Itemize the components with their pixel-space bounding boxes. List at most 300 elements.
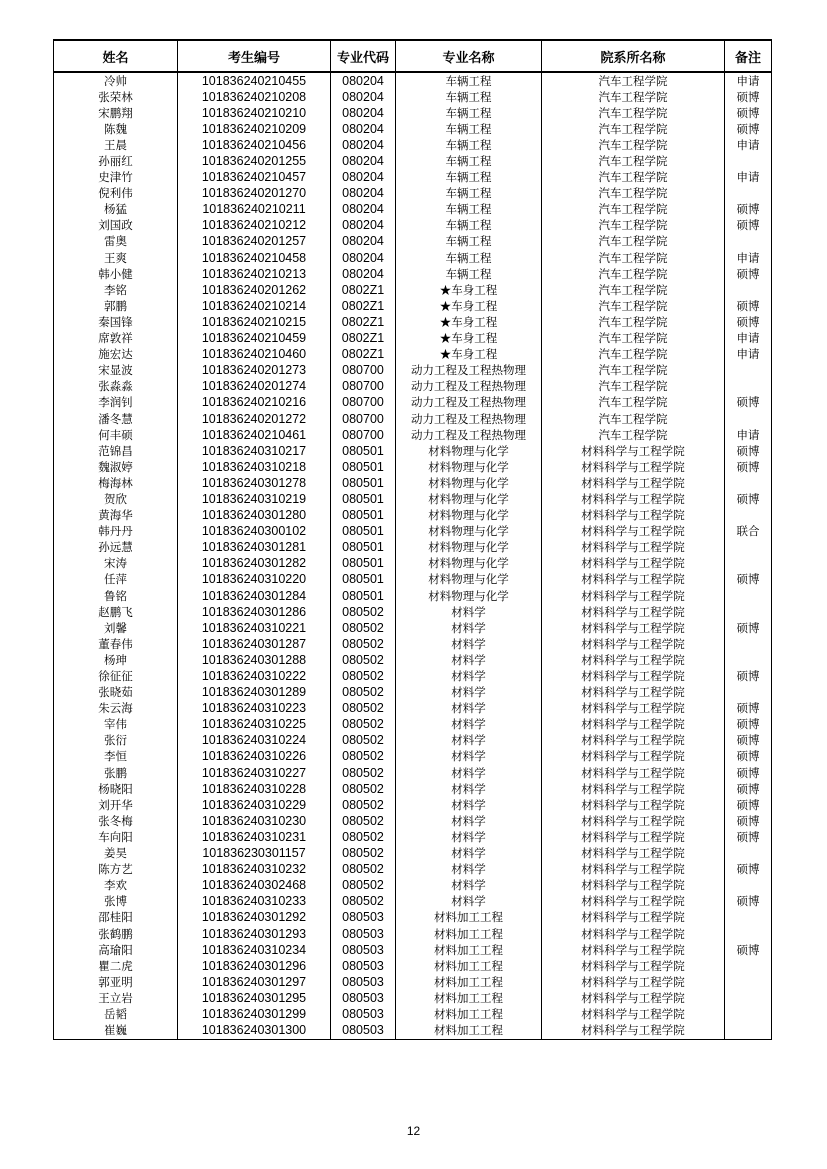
cell-name: 张荣林 [54, 89, 178, 105]
cell-candidate-id: 101836240210457 [178, 170, 331, 186]
cell-department: 汽车工程学院 [542, 395, 725, 411]
cell-major-name: 材料学 [396, 652, 542, 668]
cell-remark [725, 186, 772, 202]
cell-name: 朱云海 [54, 701, 178, 717]
cell-department: 汽车工程学院 [542, 282, 725, 298]
cell-candidate-id: 101836240310234 [178, 942, 331, 958]
cell-candidate-id: 101836240310219 [178, 491, 331, 507]
cell-major-code: 080503 [331, 1023, 396, 1040]
cell-candidate-id: 101836240301287 [178, 636, 331, 652]
cell-name: 李欢 [54, 878, 178, 894]
cell-candidate-id: 101836240301280 [178, 508, 331, 524]
table-row [54, 572, 772, 588]
cell-major-name: ★车身工程 [396, 331, 542, 347]
cell-name: 孙远慧 [54, 540, 178, 556]
cell-candidate-id: 101836240300102 [178, 524, 331, 540]
cell-major-code: 080503 [331, 910, 396, 926]
cell-department: 汽车工程学院 [542, 363, 725, 379]
cell-major-code: 080204 [331, 105, 396, 121]
cell-candidate-id: 101836240210459 [178, 331, 331, 347]
cell-major-name: ★车身工程 [396, 314, 542, 330]
cell-name: 席敦祥 [54, 331, 178, 347]
table-row [54, 1006, 772, 1022]
table-row [54, 701, 772, 717]
cell-remark: 硕博 [725, 813, 772, 829]
table-row [54, 717, 772, 733]
cell-major-code: 080503 [331, 926, 396, 942]
cell-remark: 申请 [725, 137, 772, 153]
cell-remark: 申请 [725, 170, 772, 186]
table-row [54, 266, 772, 282]
cell-department: 材料科学与工程学院 [542, 846, 725, 862]
table-row [54, 89, 772, 105]
cell-major-name: 材料学 [396, 733, 542, 749]
cell-remark: 硕博 [725, 491, 772, 507]
cell-major-name: 材料加工工程 [396, 974, 542, 990]
cell-major-name: 车辆工程 [396, 121, 542, 137]
cell-candidate-id: 101836240310224 [178, 733, 331, 749]
cell-name: 张淼淼 [54, 379, 178, 395]
cell-department: 汽车工程学院 [542, 218, 725, 234]
table-row [54, 331, 772, 347]
cell-candidate-id: 101836240310230 [178, 813, 331, 829]
cell-department: 汽车工程学院 [542, 234, 725, 250]
cell-major-code: 080501 [331, 524, 396, 540]
cell-department: 材料科学与工程学院 [542, 540, 725, 556]
cell-major-name: 材料加工工程 [396, 1006, 542, 1022]
cell-major-name: 材料加工工程 [396, 1023, 542, 1040]
cell-name: 姜昊 [54, 846, 178, 862]
cell-department: 汽车工程学院 [542, 137, 725, 153]
cell-candidate-id: 101836240201274 [178, 379, 331, 395]
cell-major-name: 材料学 [396, 829, 542, 845]
cell-department: 汽车工程学院 [542, 411, 725, 427]
cell-major-code: 080502 [331, 636, 396, 652]
table-row [54, 202, 772, 218]
table-row [54, 508, 772, 524]
cell-name: 郭鹏 [54, 298, 178, 314]
cell-department: 材料科学与工程学院 [542, 958, 725, 974]
header-major-code: 专业代码 [331, 40, 396, 72]
cell-department: 材料科学与工程学院 [542, 701, 725, 717]
cell-major-name: ★车身工程 [396, 282, 542, 298]
cell-name: 张冬梅 [54, 813, 178, 829]
cell-remark [725, 926, 772, 942]
cell-name: 杨猛 [54, 202, 178, 218]
cell-name: 李恒 [54, 749, 178, 765]
cell-candidate-id: 101836240301292 [178, 910, 331, 926]
cell-major-name: 材料学 [396, 620, 542, 636]
cell-remark: 硕博 [725, 620, 772, 636]
cell-major-code: 080501 [331, 475, 396, 491]
admission-list-sheet [53, 39, 771, 1040]
cell-department: 材料科学与工程学院 [542, 733, 725, 749]
cell-remark [725, 878, 772, 894]
cell-major-code: 080502 [331, 862, 396, 878]
cell-candidate-id: 101836240310220 [178, 572, 331, 588]
cell-major-name: 动力工程及工程热物理 [396, 363, 542, 379]
table-row [54, 862, 772, 878]
cell-department: 汽车工程学院 [542, 250, 725, 266]
cell-major-name: 车辆工程 [396, 89, 542, 105]
cell-remark: 硕博 [725, 765, 772, 781]
cell-department: 材料科学与工程学院 [542, 508, 725, 524]
admission-table [53, 39, 772, 1040]
cell-remark [725, 910, 772, 926]
cell-department: 材料科学与工程学院 [542, 491, 725, 507]
cell-major-name: 材料加工工程 [396, 990, 542, 1006]
table-row [54, 105, 772, 121]
cell-department: 材料科学与工程学院 [542, 717, 725, 733]
cell-major-name: 动力工程及工程热物理 [396, 395, 542, 411]
cell-major-code: 080204 [331, 266, 396, 282]
cell-candidate-id: 101836240210458 [178, 250, 331, 266]
cell-remark [725, 379, 772, 395]
table-row [54, 459, 772, 475]
cell-name: 王立岩 [54, 990, 178, 1006]
table-row [54, 636, 772, 652]
cell-major-code: 080700 [331, 395, 396, 411]
cell-department: 材料科学与工程学院 [542, 749, 725, 765]
cell-candidate-id: 101836240301286 [178, 604, 331, 620]
cell-remark: 硕博 [725, 829, 772, 845]
cell-remark [725, 234, 772, 250]
cell-candidate-id: 101836240301295 [178, 990, 331, 1006]
table-row [54, 72, 772, 89]
cell-candidate-id: 101836240310217 [178, 443, 331, 459]
table-row [54, 363, 772, 379]
cell-major-name: 车辆工程 [396, 153, 542, 169]
cell-candidate-id: 101836240201270 [178, 186, 331, 202]
cell-department: 材料科学与工程学院 [542, 556, 725, 572]
cell-major-name: 车辆工程 [396, 186, 542, 202]
cell-major-name: 材料学 [396, 636, 542, 652]
cell-major-code: 080700 [331, 427, 396, 443]
cell-name: 岳韬 [54, 1006, 178, 1022]
cell-major-code: 080502 [331, 846, 396, 862]
cell-major-code: 080502 [331, 652, 396, 668]
cell-remark [725, 604, 772, 620]
table-row [54, 234, 772, 250]
cell-remark: 硕博 [725, 266, 772, 282]
cell-name: 李润钊 [54, 395, 178, 411]
table-row [54, 685, 772, 701]
cell-remark: 申请 [725, 72, 772, 89]
cell-major-name: 材料学 [396, 797, 542, 813]
cell-remark: 硕博 [725, 733, 772, 749]
cell-major-name: 材料学 [396, 765, 542, 781]
cell-candidate-id: 101836240310226 [178, 749, 331, 765]
cell-name: 鲁铭 [54, 588, 178, 604]
cell-department: 汽车工程学院 [542, 379, 725, 395]
cell-major-code: 080503 [331, 1006, 396, 1022]
cell-remark [725, 556, 772, 572]
cell-department: 材料科学与工程学院 [542, 829, 725, 845]
cell-major-code: 080502 [331, 829, 396, 845]
cell-candidate-id: 101836240301284 [178, 588, 331, 604]
cell-name: 宋鹏翔 [54, 105, 178, 121]
cell-candidate-id: 101836240210455 [178, 72, 331, 89]
cell-department: 材料科学与工程学院 [542, 572, 725, 588]
table-row [54, 942, 772, 958]
cell-remark: 申请 [725, 331, 772, 347]
table-row [54, 379, 772, 395]
cell-name: 车向阳 [54, 829, 178, 845]
cell-candidate-id: 101836240310225 [178, 717, 331, 733]
table-row [54, 443, 772, 459]
cell-major-name: 材料加工工程 [396, 926, 542, 942]
table-row [54, 298, 772, 314]
cell-major-code: 080204 [331, 234, 396, 250]
cell-department: 材料科学与工程学院 [542, 765, 725, 781]
cell-department: 汽车工程学院 [542, 427, 725, 443]
cell-candidate-id: 101836240310233 [178, 894, 331, 910]
cell-major-code: 080503 [331, 974, 396, 990]
cell-department: 汽车工程学院 [542, 266, 725, 282]
cell-candidate-id: 101836240301289 [178, 685, 331, 701]
cell-name: 崔巍 [54, 1023, 178, 1040]
cell-department: 材料科学与工程学院 [542, 524, 725, 540]
cell-department: 材料科学与工程学院 [542, 862, 725, 878]
table-row [54, 829, 772, 845]
cell-remark [725, 363, 772, 379]
header-candidate-id: 考生编号 [178, 40, 331, 72]
cell-candidate-id: 101836240210461 [178, 427, 331, 443]
cell-name: 韩小健 [54, 266, 178, 282]
cell-major-name: 动力工程及工程热物理 [396, 379, 542, 395]
table-row [54, 990, 772, 1006]
cell-major-code: 080502 [331, 685, 396, 701]
cell-department: 材料科学与工程学院 [542, 604, 725, 620]
cell-remark: 硕博 [725, 894, 772, 910]
table-body [54, 72, 772, 1039]
cell-name: 邵桂阳 [54, 910, 178, 926]
cell-remark: 硕博 [725, 89, 772, 105]
cell-candidate-id: 101836240310218 [178, 459, 331, 475]
cell-department: 材料科学与工程学院 [542, 813, 725, 829]
cell-name: 刘国政 [54, 218, 178, 234]
cell-department: 材料科学与工程学院 [542, 781, 725, 797]
cell-remark: 硕博 [725, 314, 772, 330]
cell-candidate-id: 101836240301282 [178, 556, 331, 572]
cell-name: 张博 [54, 894, 178, 910]
cell-name: 秦国锋 [54, 314, 178, 330]
cell-department: 汽车工程学院 [542, 89, 725, 105]
cell-candidate-id: 101836240210208 [178, 89, 331, 105]
cell-major-code: 080204 [331, 218, 396, 234]
cell-remark: 硕博 [725, 668, 772, 684]
cell-name: 施宏达 [54, 347, 178, 363]
cell-major-code: 080502 [331, 668, 396, 684]
cell-department: 材料科学与工程学院 [542, 910, 725, 926]
cell-name: 冷帅 [54, 72, 178, 89]
cell-candidate-id: 101836240302468 [178, 878, 331, 894]
cell-candidate-id: 101836240210214 [178, 298, 331, 314]
cell-remark [725, 685, 772, 701]
cell-major-code: 080501 [331, 459, 396, 475]
table-row [54, 813, 772, 829]
table-row [54, 846, 772, 862]
cell-remark: 联合 [725, 524, 772, 540]
cell-major-name: 材料学 [396, 604, 542, 620]
table-row [54, 604, 772, 620]
cell-name: 刘馨 [54, 620, 178, 636]
table-row [54, 395, 772, 411]
cell-remark: 硕博 [725, 218, 772, 234]
cell-major-name: 材料物理与化学 [396, 508, 542, 524]
table-row [54, 668, 772, 684]
cell-major-code: 080204 [331, 89, 396, 105]
cell-major-name: ★车身工程 [396, 347, 542, 363]
header-department: 院系所名称 [542, 40, 725, 72]
cell-name: 魏淑婷 [54, 459, 178, 475]
cell-major-code: 080204 [331, 170, 396, 186]
cell-remark: 硕博 [725, 572, 772, 588]
cell-remark [725, 1023, 772, 1040]
table-row [54, 749, 772, 765]
cell-candidate-id: 101836240301297 [178, 974, 331, 990]
cell-name: 赵鹏飞 [54, 604, 178, 620]
cell-candidate-id: 101836240210209 [178, 121, 331, 137]
cell-major-name: 车辆工程 [396, 105, 542, 121]
cell-remark: 硕博 [725, 443, 772, 459]
cell-candidate-id: 101836240310221 [178, 620, 331, 636]
cell-major-name: 材料学 [396, 749, 542, 765]
cell-candidate-id: 101836230301157 [178, 846, 331, 862]
cell-name: 梅海林 [54, 475, 178, 491]
cell-name: 雷奥 [54, 234, 178, 250]
cell-candidate-id: 101836240310222 [178, 668, 331, 684]
cell-major-code: 0802Z1 [331, 314, 396, 330]
table-row [54, 186, 772, 202]
cell-major-code: 080700 [331, 411, 396, 427]
cell-candidate-id: 101836240210211 [178, 202, 331, 218]
cell-remark [725, 990, 772, 1006]
cell-department: 材料科学与工程学院 [542, 990, 725, 1006]
cell-remark [725, 846, 772, 862]
cell-name: 宋显波 [54, 363, 178, 379]
cell-remark [725, 540, 772, 556]
cell-department: 汽车工程学院 [542, 170, 725, 186]
cell-candidate-id: 101836240310227 [178, 765, 331, 781]
cell-name: 倪利伟 [54, 186, 178, 202]
cell-candidate-id: 101836240201273 [178, 363, 331, 379]
cell-major-name: 材料物理与化学 [396, 572, 542, 588]
cell-name: 何丰硕 [54, 427, 178, 443]
cell-remark: 硕博 [725, 202, 772, 218]
cell-major-code: 080700 [331, 379, 396, 395]
cell-major-name: 车辆工程 [396, 72, 542, 89]
cell-remark: 硕博 [725, 395, 772, 411]
cell-major-name: 材料物理与化学 [396, 588, 542, 604]
cell-candidate-id: 101836240310228 [178, 781, 331, 797]
cell-major-name: 材料学 [396, 685, 542, 701]
cell-name: 王晨 [54, 137, 178, 153]
cell-major-code: 080503 [331, 942, 396, 958]
table-row [54, 556, 772, 572]
cell-major-name: 材料物理与化学 [396, 443, 542, 459]
cell-remark [725, 411, 772, 427]
cell-major-name: 材料学 [396, 862, 542, 878]
cell-department: 汽车工程学院 [542, 121, 725, 137]
cell-remark [725, 636, 772, 652]
cell-major-code: 080502 [331, 717, 396, 733]
cell-candidate-id: 101836240201272 [178, 411, 331, 427]
cell-candidate-id: 101836240210215 [178, 314, 331, 330]
cell-major-code: 080700 [331, 363, 396, 379]
cell-candidate-id: 101836240301296 [178, 958, 331, 974]
table-row [54, 153, 772, 169]
cell-major-code: 080502 [331, 604, 396, 620]
cell-major-code: 080503 [331, 990, 396, 1006]
table-row [54, 170, 772, 186]
cell-department: 材料科学与工程学院 [542, 668, 725, 684]
cell-remark: 硕博 [725, 942, 772, 958]
cell-candidate-id: 101836240301278 [178, 475, 331, 491]
cell-major-name: 车辆工程 [396, 234, 542, 250]
cell-name: 潘冬慧 [54, 411, 178, 427]
cell-department: 汽车工程学院 [542, 105, 725, 121]
cell-major-name: 材料学 [396, 894, 542, 910]
cell-major-code: 080501 [331, 491, 396, 507]
cell-major-name: 动力工程及工程热物理 [396, 411, 542, 427]
cell-name: 徐征征 [54, 668, 178, 684]
table-row [54, 427, 772, 443]
header-remark: 备注 [725, 40, 772, 72]
cell-name: 宰伟 [54, 717, 178, 733]
cell-major-code: 080501 [331, 588, 396, 604]
cell-name: 张鹏 [54, 765, 178, 781]
cell-major-code: 080204 [331, 137, 396, 153]
table-row [54, 282, 772, 298]
cell-major-code: 080502 [331, 749, 396, 765]
table-row [54, 894, 772, 910]
cell-major-name: 材料物理与化学 [396, 475, 542, 491]
cell-name: 张衍 [54, 733, 178, 749]
cell-candidate-id: 101836240201255 [178, 153, 331, 169]
cell-major-code: 080501 [331, 572, 396, 588]
cell-major-name: 材料物理与化学 [396, 540, 542, 556]
cell-department: 材料科学与工程学院 [542, 636, 725, 652]
cell-remark: 申请 [725, 250, 772, 266]
cell-candidate-id: 101836240301288 [178, 652, 331, 668]
cell-remark: 硕博 [725, 717, 772, 733]
cell-candidate-id: 101836240310232 [178, 862, 331, 878]
cell-name: 杨晓阳 [54, 781, 178, 797]
table-row [54, 974, 772, 990]
table-row [54, 347, 772, 363]
cell-candidate-id: 101836240210210 [178, 105, 331, 121]
cell-name: 李铭 [54, 282, 178, 298]
cell-major-code: 080204 [331, 250, 396, 266]
cell-major-name: 材料学 [396, 668, 542, 684]
cell-major-code: 080502 [331, 797, 396, 813]
cell-major-code: 0802Z1 [331, 282, 396, 298]
table-row [54, 1023, 772, 1040]
cell-major-code: 0802Z1 [331, 347, 396, 363]
cell-candidate-id: 101836240301281 [178, 540, 331, 556]
cell-department: 材料科学与工程学院 [542, 588, 725, 604]
cell-department: 材料科学与工程学院 [542, 443, 725, 459]
table-row [54, 588, 772, 604]
cell-remark [725, 282, 772, 298]
cell-major-code: 080502 [331, 878, 396, 894]
cell-department: 材料科学与工程学院 [542, 1023, 725, 1040]
table-row [54, 250, 772, 266]
cell-department: 汽车工程学院 [542, 186, 725, 202]
cell-remark: 硕博 [725, 701, 772, 717]
cell-remark [725, 652, 772, 668]
